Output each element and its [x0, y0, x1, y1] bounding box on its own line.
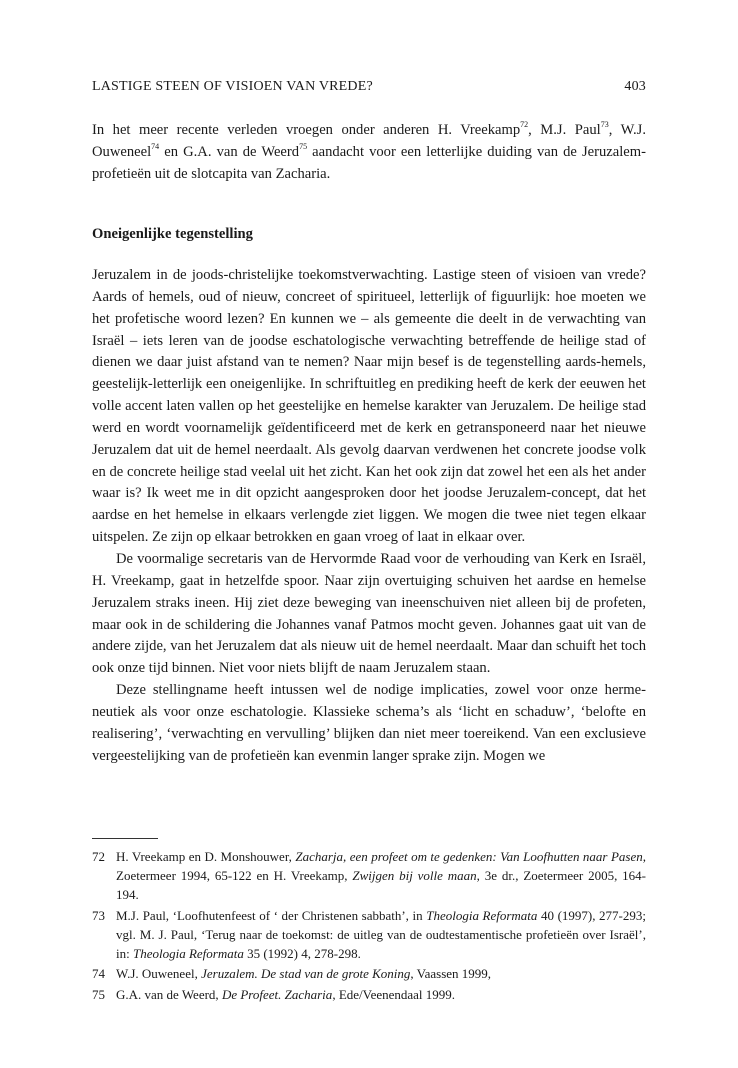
body-paragraph-1: Jeruzalem in de joods-christelijke toekomstverwachting. Lastige steen of visioen van vrede? Aards of hemels, oud of nieuw, concreet of spiritueel, letterlijk of figuurlijk: hoe moeten we het profetische woord lezen? En kunnen we – als gemeente die deelt in de verwachting van Israël – iets leren van de joodse eschatologische verwachting betreffende de heilige stad of dienen we daar juist afstand van te nemen? Naar mijn besef is de tegenstelling aards-hemels, geestelijk-letterlijk een oneigenlijke. In schriftuitleg en prediking heeft de kerk der eeuwen het volle accent laten vallen op het geestelijke en hemelse karakter van Jeruzalem. De heilige stad werd en wordt voornamelijk geïdentificeerd met de kerk en getransponeerd naar het nieuwe Jeruzalem dat uit de hemel neerdaalt. Als gevolg daarvan verdwenen het concrete joodse volk en de concrete heilige stad veelal uit het zicht. Kan het ook zijn dat zowel het een als het ander waar is? Ik weet me in dit opzicht aangesproken door het joodse Jeruzalem-concept, dat het aardse en het hemelse in elkaars verlengde ziet liggen. We mogen die twee niet tegen elkaar uitspelen. Ze zijn op elkaar betrokken en gaan vroeg of laat in elkaar over.: [92, 267, 646, 546]
footnotes: [92, 848, 646, 1007]
body-paragraph-3: Deze stellingname heeft intussen wel de nodige implicaties, zowel voor onze hermeneutiek als voor onze eschatologie. Klassieke schema’s als ‘licht en schaduw’, ‘belofte en realisering’, ‘verwachting en vervulling’ blijken dan niet meer toereikend. Van een exclusieve vergeestelijking van de profetieën kan evenmin langer sprake zijn. Mogen we: [92, 682, 646, 764]
footnote-text: W.J. Ouweneel, Jeruzalem. De stad van de grote Koning, Vaassen 1999,: [116, 966, 492, 982]
footnote-number: 72: [92, 849, 105, 864]
footnote-text: H. Vreekamp en D. Monshouwer, Zacharja, een profeet om te gedenken: Van Loofhutten naar Pasen, Zoetermeer 1994, 65-122 en H. Vreekamp, Zwijgen bij volle maan, 3e dr., Zoetermeer 2005, 164-194.: [116, 849, 646, 902]
body-text: [92, 265, 646, 767]
body-paragraph-2: De voormalige secretaris van de Hervormde Raad voor de verhouding van Kerk en Israël, H. Vreekamp, gaat in hetzelfde spoor. Naar zijn overtuiging schuiven het aardse en hemelse Jeruzalem straks ineen. Hij ziet deze beweging van ineenschuiven niet alleen bij de profeten, maar ook in de schildering die Johannes vanaf Patmos mocht geven. Johannes gaat uit van de andere zijde, van het Jeruzalem dat als nieuw uit de hemel neerdaalt. Maar dan schuift het toch ook onze tijd binnen. Niet voor niets blijft de naam Jeruzalem staan.: [92, 550, 646, 677]
intro-paragraph: In het meer recente verleden vroegen onder anderen H. Vreekamp$^{72}$, M.J. Paul$^{73}$, W.J. Ouweneel$^{74}$ en G.A. van de Weerd$^{75}$ aandacht voor een letterlijke duiding van de Jeruzalem-profetieën uit de slotcapita van Zacharia.: [92, 120, 646, 182]
intro-paragraph-block: [92, 120, 646, 186]
footnote-text: G.A. van de Weerd, De Profeet. Zacharia, Ede/Veenendaal 1999.: [116, 987, 456, 1003]
footnote-number: 74: [92, 966, 105, 982]
footnote-ref-73: 73: [600, 120, 609, 130]
footnote-74: [92, 965, 646, 984]
footnote-ref-72: 72: [520, 120, 529, 130]
footnote-73: [92, 907, 646, 964]
footnote-number: 75: [92, 987, 105, 1003]
running-title: LASTIGE STEEN OF VISIOEN VAN VREDE?: [92, 79, 373, 94]
footnote-ref-74: 74: [151, 141, 160, 151]
footnote-text: M.J. Paul, ‘Loofhutenfeest of ‘ der Christenen sabbath’, in Theologia Reformata 40 (1997), 277-293; vgl. M. J. Paul, ‘Terug naar de toekomst: de uitleg van de oudtestamentische profetieën over Israël’, in: Theologia Reformata 35 (1992) 4, 278-298.: [116, 907, 646, 961]
running-header: [92, 79, 646, 95]
footnote-72: [92, 848, 646, 905]
footnote-75: [92, 986, 646, 1005]
footnote-separator: [92, 838, 158, 839]
footnote-ref-75: 75: [299, 141, 308, 151]
footnote-number: 73: [92, 907, 105, 923]
section-heading: Oneigenlijke tegenstelling: [92, 226, 253, 242]
page-number: 403: [624, 79, 646, 94]
